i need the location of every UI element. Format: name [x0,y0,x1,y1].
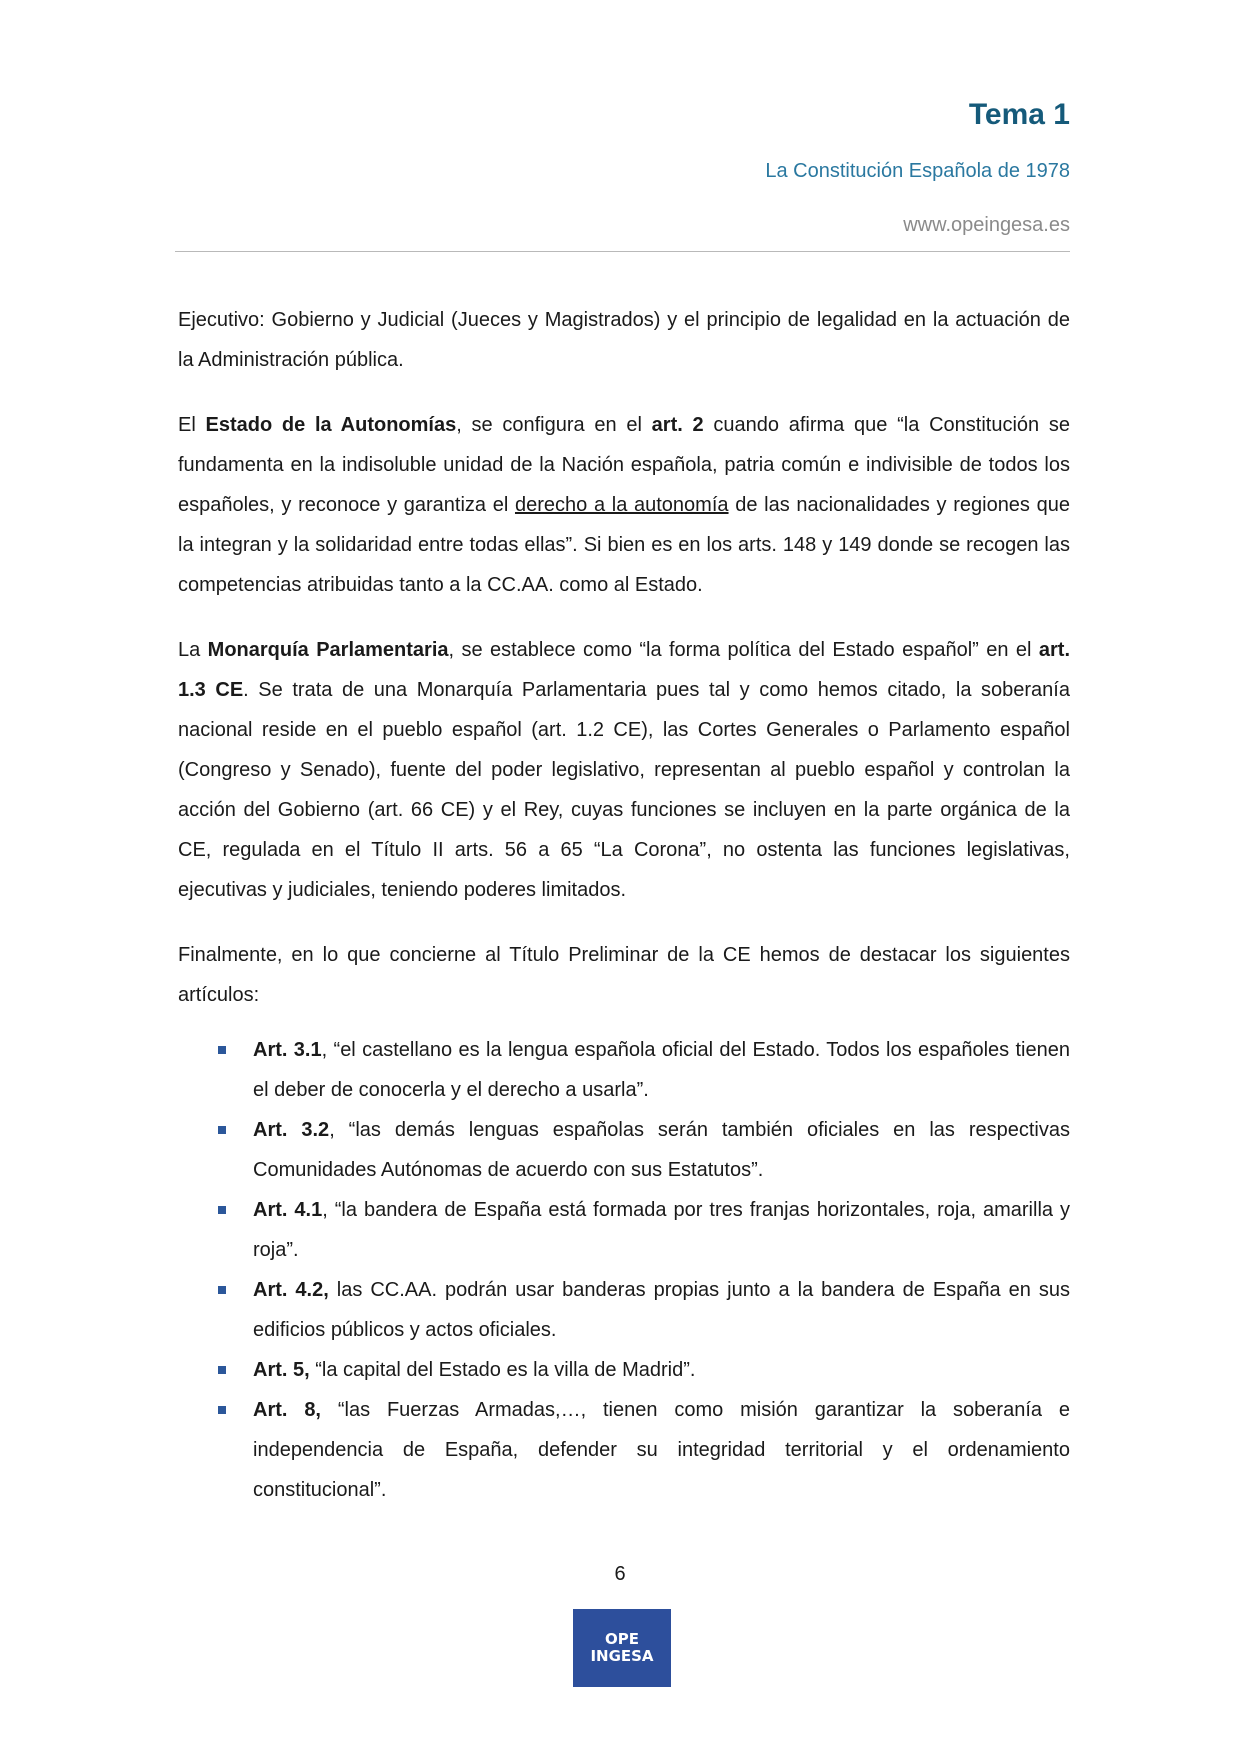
chapter-title: Tema 1 [968,98,1070,131]
square-bullet-icon [218,1206,226,1214]
list-item: Art. 5, “la capital del Estado es la villa de Madrid”. [178,1350,1070,1390]
list-item: Art. 8, “las Fuerzas Armadas,…, tienen como misión garantizar la soberanía e independencia de España, defender su integridad territorial y el ordenamiento constitucional”. [178,1390,1070,1510]
page-number: 6 [614,1563,626,1585]
list-item: Art. 3.2, “las demás lenguas españolas serán también oficiales en las respectivas Comunidades Autónomas de acuerdo con sus Estatutos”. [178,1110,1070,1190]
paragraph-1: Ejecutivo: Gobierno y Judicial (Jueces y Magistrados) y el principio de legalidad en la actuación de la Administración pública. [178,309,1070,371]
paragraph-3: La Monarquía Parlamentaria, se establece como “la forma política del Estado español” en el art. 1.3 CE. Se trata de una Monarquía Parlamentaria pues tal y como hemos citado, la soberanía nacional reside en el pueblo español (art. 1.2 CE), las Cortes Generales o Parlamento español (Congreso y Senado), fuente del poder legislativo, representan al pueblo español y controlan la acción del Gobierno (art. 66 CE) y el Rey, cuyas funciones se incluyen en la parte orgánica de la CE, regulada en el Título II arts. 56 a 65 “La Corona”, no ostenta las funciones legislativas, ejecutivas y judiciales, teniendo poderes limitados. [178,639,1070,901]
list-item: Art. 3.1, “el castellano es la lengua española oficial del Estado. Todos los españoles tienen el deber de conocerla y el derecho a usarla”. [178,1030,1070,1110]
square-bullet-icon [218,1366,226,1374]
square-bullet-icon [218,1406,226,1414]
square-bullet-icon [218,1286,226,1294]
document-body [178,300,1070,1510]
website-url: www.opeingesa.es [903,214,1070,236]
page-header [175,95,1070,239]
square-bullet-icon [218,1126,226,1134]
square-bullet-icon [218,1046,226,1054]
paragraph-2: El Estado de la Autonomías, se configura en el art. 2 cuando afirma que “la Constitución se fundamenta en la indisoluble unidad de la Nación española, patria común e indivisible de todos los españoles, y reconoce y garantiza el derecho a la autonomía de las nacionalidades y regiones que la integran y la solidaridad entre todas ellas”. Si bien es en los arts. 148 y 149 donde se recogen las competencias atribuidas tanto a la CC.AA. como al Estado. [178,414,1070,596]
header-divider [175,251,1070,252]
articles-list [178,1030,1070,1510]
paragraph-4: Finalmente, en lo que concierne al Título Preliminar de la CE hemos de destacar los siguientes artículos: [178,944,1070,1006]
ope-ingesa-logo: OPE INGESA [573,1609,671,1687]
underlined-phrase: derecho a la autonomía [514,494,729,516]
list-item: Art. 4.1, “la bandera de España está formada por tres franjas horizontales, roja, amarilla y roja”. [178,1190,1070,1270]
list-item: Art. 4.2, las CC.AA. podrán usar banderas propias junto a la bandera de España en sus edificios públicos y actos oficiales. [178,1270,1070,1350]
chapter-subtitle: La Constitución Española de 1978 [765,160,1070,182]
